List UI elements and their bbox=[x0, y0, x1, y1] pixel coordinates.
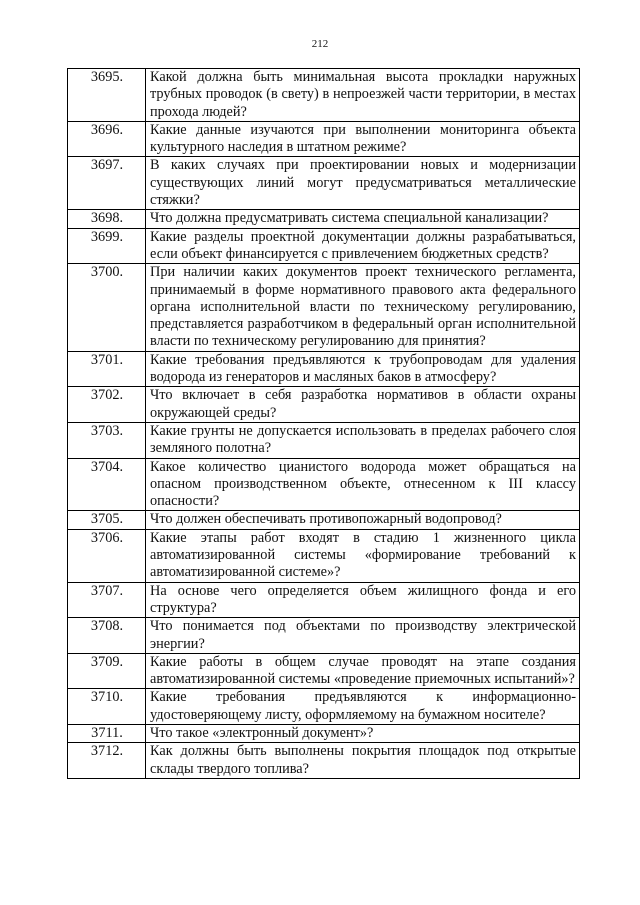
table-row bbox=[68, 458, 580, 511]
question-number: 3695. bbox=[68, 69, 146, 122]
question-number: 3706. bbox=[68, 529, 146, 582]
question-text: Что понимается под объектами по производству электрической энергии? bbox=[146, 618, 580, 654]
table-row bbox=[68, 582, 580, 618]
question-text: Что должна предусматривать система специальной канализации? bbox=[146, 210, 580, 228]
question-text: Что должен обеспечивать противопожарный водопровод? bbox=[146, 511, 580, 529]
question-text: Как должны быть выполнены покрытия площадок под открытые склады твердого топлива? bbox=[146, 743, 580, 779]
question-text: Какие грунты не допускается использовать в пределах рабочего слоя земляного полотна? bbox=[146, 422, 580, 458]
question-text: Какие этапы работ входят в стадию 1 жизненного цикла автоматизированной системы «формирование требований к автоматизированной системе»? bbox=[146, 529, 580, 582]
question-text: На основе чего определяется объем жилищного фонда и его структура? bbox=[146, 582, 580, 618]
table-row bbox=[68, 351, 580, 387]
question-number: 3708. bbox=[68, 618, 146, 654]
question-text: Что включает в себя разработка нормативов в области охраны окружающей среды? bbox=[146, 387, 580, 423]
page-number: 212 bbox=[311, 38, 329, 50]
question-text: Что такое «электронный документ»? bbox=[146, 724, 580, 742]
table-row bbox=[68, 743, 580, 779]
table-row bbox=[68, 210, 580, 228]
question-number: 3704. bbox=[68, 458, 146, 511]
table-row bbox=[68, 69, 580, 122]
table-row bbox=[68, 157, 580, 210]
questions-table-body bbox=[68, 69, 580, 779]
table-row bbox=[68, 618, 580, 654]
table-row bbox=[68, 228, 580, 264]
question-text: Какие разделы проектной документации должны разрабатываться, если объект финансируется с привлечением бюджетных средств? bbox=[146, 228, 580, 264]
table-row bbox=[68, 121, 580, 157]
question-number: 3711. bbox=[68, 724, 146, 742]
question-number: 3697. bbox=[68, 157, 146, 210]
table-row bbox=[68, 529, 580, 582]
table-row bbox=[68, 511, 580, 529]
question-number: 3702. bbox=[68, 387, 146, 423]
questions-table bbox=[67, 68, 580, 779]
question-number: 3712. bbox=[68, 743, 146, 779]
question-text: Какой должна быть минимальная высота прокладки наружных трубных проводок (в свету) в непроезжей части территории, в местах прохода людей? bbox=[146, 69, 580, 122]
table-row bbox=[68, 422, 580, 458]
question-number: 3707. bbox=[68, 582, 146, 618]
question-text: Какие работы в общем случае проводят на этапе создания автоматизированной системы «проведение приемочных испытаний»? bbox=[146, 653, 580, 689]
table-row bbox=[68, 264, 580, 351]
question-number: 3698. bbox=[68, 210, 146, 228]
question-number: 3696. bbox=[68, 121, 146, 157]
question-number: 3700. bbox=[68, 264, 146, 351]
question-text: При наличии каких документов проект технического регламента, принимаемый в форме нормативного правового акта федерального органа исполнительной власти по техническому регулированию, представляется разработчиком в федеральный орган исполнительной власти по техническому регулированию для принятия? bbox=[146, 264, 580, 351]
question-text: Какие требования предъявляются к трубопроводам для удаления водорода из генераторов и масляных баков в атмосферу? bbox=[146, 351, 580, 387]
table-row bbox=[68, 724, 580, 742]
question-number: 3709. bbox=[68, 653, 146, 689]
question-number: 3701. bbox=[68, 351, 146, 387]
question-number: 3703. bbox=[68, 422, 146, 458]
question-text: Какие требования предъявляются к информационно-удостоверяющему листу, оформляемому на бумажном носителе? bbox=[146, 689, 580, 725]
question-number: 3699. bbox=[68, 228, 146, 264]
question-text: В каких случаях при проектировании новых и модернизации существующих линий могут предусматриваться металлические стяжки? bbox=[146, 157, 580, 210]
question-number: 3705. bbox=[68, 511, 146, 529]
question-text: Какое количество цианистого водорода может обращаться на опасном производственном объекте, отнесенном к III классу опасности? bbox=[146, 458, 580, 511]
table-row bbox=[68, 387, 580, 423]
question-text: Какие данные изучаются при выполнении мониторинга объекта культурного наследия в штатном режиме? bbox=[146, 121, 580, 157]
table-row bbox=[68, 689, 580, 725]
question-number: 3710. bbox=[68, 689, 146, 725]
table-row bbox=[68, 653, 580, 689]
